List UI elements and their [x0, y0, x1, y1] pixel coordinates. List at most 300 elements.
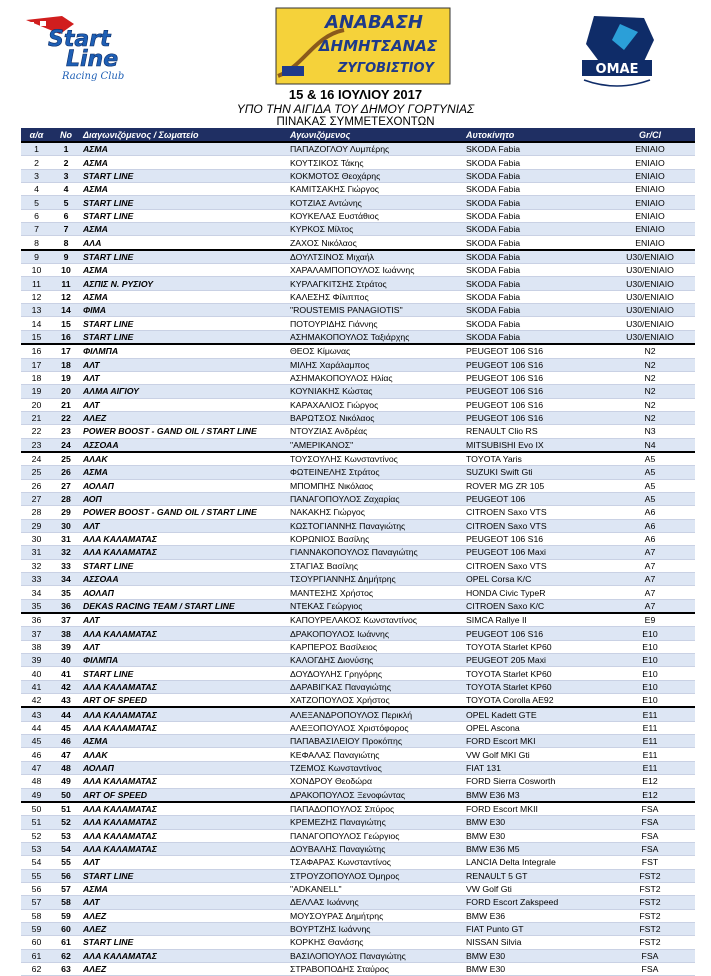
cell-driver: ΚΑΛΕΣΗΣ Φίλιππος [287, 290, 463, 303]
cell-number: 62 [52, 949, 80, 962]
cell-class: FSA [605, 962, 695, 975]
cell-car: SKODA Fabia [463, 250, 605, 264]
cell-driver: ΚΟΚΜΟΤΟΣ Θεοχάρης [287, 169, 463, 182]
svg-text:ΖΥΓΟΒΙΣΤΙΟΥ: ΖΥΓΟΒΙΣΤΙΟΥ [338, 61, 434, 76]
cell-driver: "ROUSTEMIS PANAGIOTIS" [287, 304, 463, 317]
cell-car: VW Golf MKI Gti [463, 748, 605, 761]
table-row [21, 519, 695, 532]
cell-number: 56 [52, 869, 80, 882]
cell-index: 51 [21, 816, 52, 829]
table-row [21, 425, 695, 438]
cell-car: CITROEN Saxo K/C [463, 599, 605, 613]
cell-car: OPEL Kadett GTE [463, 707, 605, 721]
cell-club: START LINE [80, 936, 287, 949]
cell-number: 1 [52, 142, 80, 156]
cell-car: TOYOTA Starlet KP60 [463, 680, 605, 693]
cell-index: 44 [21, 721, 52, 734]
cell-club: ΑΣΜΑ [80, 290, 287, 303]
table-row [21, 466, 695, 479]
table-row [21, 236, 695, 250]
cell-class: FST2 [605, 922, 695, 935]
cell-number: 22 [52, 411, 80, 424]
table-row [21, 949, 695, 962]
cell-number: 21 [52, 398, 80, 411]
cell-class: E10 [605, 640, 695, 653]
cell-index: 13 [21, 304, 52, 317]
cell-index: 16 [21, 344, 52, 358]
table-row [21, 411, 695, 424]
table-row [21, 599, 695, 613]
cell-class: FST [605, 856, 695, 869]
cell-class: A7 [605, 546, 695, 559]
cell-driver: ΚΟΥΚΕΛΑΣ Ευστάθιος [287, 209, 463, 222]
cell-driver: ΑΣΗΜΑΚΟΠΟΥΛΟΣ Ηλίας [287, 371, 463, 384]
cell-index: 22 [21, 425, 52, 438]
cell-car: PEUGEOT 106 S16 [463, 385, 605, 398]
cell-number: 49 [52, 775, 80, 788]
cell-index: 5 [21, 196, 52, 209]
cell-car: BMW E30 [463, 816, 605, 829]
cell-car: FORD Escort MKI [463, 735, 605, 748]
cell-class: U30/ΕΝΙΑΙΟ [605, 317, 695, 330]
cell-club: ΑΣΜΑ [80, 142, 287, 156]
cell-number: 30 [52, 519, 80, 532]
cell-driver: ΣΤΡΑΒΟΠΟΔΗΣ Σταύρος [287, 962, 463, 975]
cell-class: E10 [605, 694, 695, 708]
cell-index: 37 [21, 627, 52, 640]
cell-number: 41 [52, 667, 80, 680]
cell-club: ΑΛΤ [80, 856, 287, 869]
cell-club: ΦΙΛΜΠΑ [80, 344, 287, 358]
svg-text:ΔΗΜΗΤΣΑΝΑΣ: ΔΗΜΗΤΣΑΝΑΣ [318, 37, 438, 55]
cell-class: N2 [605, 371, 695, 384]
cell-car: CITROEN Saxo VTS [463, 519, 605, 532]
cell-driver: ΚΟΥΤΣΙΚΟΣ Τάκης [287, 156, 463, 169]
entry-list-table [21, 128, 695, 976]
cell-driver: ΚΡΕΜΕΖΗΣ Παναγιώτης [287, 816, 463, 829]
cell-number: 34 [52, 573, 80, 586]
cell-number: 54 [52, 842, 80, 855]
col-header-club: Διαγωνιζόμενος / Σωματείο [80, 128, 287, 142]
cell-class: U30/ΕΝΙΑΙΟ [605, 304, 695, 317]
cell-number: 26 [52, 466, 80, 479]
cell-number: 5 [52, 196, 80, 209]
cell-number: 17 [52, 344, 80, 358]
cell-club: ΑΣΜΑ [80, 882, 287, 895]
cell-number: 14 [52, 304, 80, 317]
cell-class: E11 [605, 707, 695, 721]
cell-car: BMW E36 [463, 909, 605, 922]
cell-number: 2 [52, 156, 80, 169]
table-row [21, 962, 695, 975]
cell-car: SKODA Fabia [463, 183, 605, 196]
cell-driver: ΣΤΡΟΥΖΟΠΟΥΛΟΣ Όμηρος [287, 869, 463, 882]
cell-car: PEUGEOT 106 Maxi [463, 546, 605, 559]
cell-class: N2 [605, 358, 695, 371]
cell-driver: ΔΡΑΚΟΠΟΥΛΟΣ Ιωάννης [287, 627, 463, 640]
cell-car: SKODA Fabia [463, 330, 605, 344]
cell-number: 3 [52, 169, 80, 182]
cell-club: ART OF SPEED [80, 694, 287, 708]
cell-class: E10 [605, 680, 695, 693]
cell-class: FST2 [605, 936, 695, 949]
cell-index: 53 [21, 842, 52, 855]
cell-class: E10 [605, 654, 695, 667]
cell-club: ΑΛΑΚ [80, 748, 287, 761]
cell-driver: ΝΑΚΑΚΗΣ Γιώργος [287, 506, 463, 519]
cell-driver: ΠΑΠΑΒΑΣΙΛΕΙΟΥ Προκόπης [287, 735, 463, 748]
cell-index: 25 [21, 466, 52, 479]
cell-car: FORD Sierra Cosworth [463, 775, 605, 788]
cell-club: ΑΛΑ ΚΑΛΑΜΑΤΑΣ [80, 775, 287, 788]
cell-number: 7 [52, 223, 80, 236]
cell-number: 42 [52, 680, 80, 693]
cell-index: 38 [21, 640, 52, 653]
cell-index: 61 [21, 949, 52, 962]
cell-class: ΕΝΙΑΙΟ [605, 236, 695, 250]
table-row [21, 802, 695, 816]
cell-index: 10 [21, 264, 52, 277]
cell-class: U30/ΕΝΙΑΙΟ [605, 250, 695, 264]
cell-index: 42 [21, 694, 52, 708]
cell-car: MITSUBISHI Evo IX [463, 438, 605, 452]
cell-number: 9 [52, 250, 80, 264]
cell-class: A5 [605, 492, 695, 505]
cell-driver: ΠΑΠΑΖΟΓΛΟΥ Λυμπέρης [287, 142, 463, 156]
cell-number: 33 [52, 559, 80, 572]
col-header-car: Αυτοκίνητο [463, 128, 605, 142]
cell-index: 49 [21, 788, 52, 802]
cell-driver: ΚΟΡΚΗΣ Θανάσης [287, 936, 463, 949]
cell-index: 36 [21, 613, 52, 627]
table-row [21, 654, 695, 667]
cell-class: A7 [605, 599, 695, 613]
cell-driver: ΚΟΡΩΝΙΟΣ Βασίλης [287, 532, 463, 545]
table-row [21, 209, 695, 222]
table-row [21, 748, 695, 761]
cell-driver: ΒΟΥΡΤΖΗΣ Ιωάννης [287, 922, 463, 935]
cell-club: ΑΟΛΑΠ [80, 761, 287, 774]
cell-index: 15 [21, 330, 52, 344]
cell-driver: ΔΟΥΒΑΛΗΣ Παναγιώτης [287, 842, 463, 855]
cell-number: 43 [52, 694, 80, 708]
table-row [21, 680, 695, 693]
cell-car: PEUGEOT 106 S16 [463, 627, 605, 640]
cell-number: 39 [52, 640, 80, 653]
cell-driver: ΤΖΕΜΟΣ Κωνσταντίνος [287, 761, 463, 774]
cell-class: ΕΝΙΑΙΟ [605, 196, 695, 209]
cell-number: 10 [52, 264, 80, 277]
cell-driver: ΒΑΡΩΤΣΟΣ Νικόλαος [287, 411, 463, 424]
table-row [21, 344, 695, 358]
table-row [21, 936, 695, 949]
cell-car: TOYOTA Starlet KP60 [463, 640, 605, 653]
cell-class: E10 [605, 627, 695, 640]
cell-driver: ΝΤΕΚΑΣ Γεώργιος [287, 599, 463, 613]
cell-club: ΑΟΠ [80, 492, 287, 505]
cell-number: 52 [52, 816, 80, 829]
cell-car: HONDA Civic TypeR [463, 586, 605, 599]
table-row [21, 304, 695, 317]
cell-club: ΑΣΠΙΣ Ν. ΡΥΣΙΟΥ [80, 277, 287, 290]
table-row [21, 667, 695, 680]
cell-number: 19 [52, 371, 80, 384]
cell-index: 54 [21, 856, 52, 869]
cell-number: 58 [52, 896, 80, 909]
table-row [21, 586, 695, 599]
cell-club: ΦΙΜΑ [80, 304, 287, 317]
cell-class: N3 [605, 425, 695, 438]
cell-class: ΕΝΙΑΙΟ [605, 156, 695, 169]
start-line-logo [22, 12, 160, 82]
cell-class: E9 [605, 613, 695, 627]
cell-number: 23 [52, 425, 80, 438]
cell-index: 24 [21, 452, 52, 466]
table-row [21, 721, 695, 734]
cell-class: U30/ΕΝΙΑΙΟ [605, 264, 695, 277]
table-row [21, 169, 695, 182]
table-row [21, 909, 695, 922]
cell-number: 55 [52, 856, 80, 869]
cell-club: ΑΛΤ [80, 613, 287, 627]
svg-text:Racing Club: Racing Club [62, 71, 125, 82]
cell-driver: ΚΕΦΑΛΑΣ Παναγιώτης [287, 748, 463, 761]
table-row [21, 546, 695, 559]
cell-car: RENAULT Clio RS [463, 425, 605, 438]
cell-index: 23 [21, 438, 52, 452]
svg-text:Start: Start [48, 27, 111, 52]
cell-index: 45 [21, 735, 52, 748]
table-row [21, 277, 695, 290]
cell-class: U30/ΕΝΙΑΙΟ [605, 330, 695, 344]
table-row [21, 856, 695, 869]
omae-logo [574, 10, 660, 92]
cell-index: 60 [21, 936, 52, 949]
cell-club: ΑΟΛΑΠ [80, 479, 287, 492]
cell-club: START LINE [80, 559, 287, 572]
cell-club: ΑΛΑ ΚΑΛΑΜΑΤΑΣ [80, 546, 287, 559]
cell-car: SKODA Fabia [463, 277, 605, 290]
cell-number: 27 [52, 479, 80, 492]
cell-number: 25 [52, 452, 80, 466]
cell-driver: ΒΑΣΙΛΟΠΟΥΛΟΣ Παναγιώτης [287, 949, 463, 962]
col-header-driver: Αγωνιζόμενος [287, 128, 463, 142]
table-row [21, 358, 695, 371]
table-row [21, 559, 695, 572]
table-row [21, 371, 695, 384]
cell-index: 52 [21, 829, 52, 842]
cell-club: ΑΛΑ ΚΑΛΑΜΑΤΑΣ [80, 816, 287, 829]
cell-index: 39 [21, 654, 52, 667]
cell-club: ΑΛΤ [80, 398, 287, 411]
cell-index: 21 [21, 411, 52, 424]
table-row [21, 922, 695, 935]
cell-club: START LINE [80, 330, 287, 344]
cell-index: 8 [21, 236, 52, 250]
table-row [21, 816, 695, 829]
col-header-index: α/α [21, 128, 52, 142]
cell-club: DEKAS RACING TEAM / START LINE [80, 599, 287, 613]
svg-text:ΟΜΑΕ: ΟΜΑΕ [595, 62, 639, 77]
cell-car: OPEL Corsa K/C [463, 573, 605, 586]
cell-index: 3 [21, 169, 52, 182]
table-row [21, 573, 695, 586]
cell-class: U30/ΕΝΙΑΙΟ [605, 277, 695, 290]
cell-driver: "ΑDKANELL" [287, 882, 463, 895]
cell-car: SIMCA Rallye II [463, 613, 605, 627]
cell-index: 19 [21, 385, 52, 398]
table-row [21, 196, 695, 209]
cell-car: SKODA Fabia [463, 223, 605, 236]
table-row [21, 829, 695, 842]
cell-club: ΑΣΣΟΑΑ [80, 573, 287, 586]
cell-class: E10 [605, 667, 695, 680]
cell-index: 2 [21, 156, 52, 169]
cell-number: 53 [52, 829, 80, 842]
cell-club: START LINE [80, 250, 287, 264]
table-header-row [21, 128, 695, 142]
cell-car: BMW E30 [463, 949, 605, 962]
cell-driver: ΠΑΝΑΓΟΠΟΥΛΟΣ Ζαχαρίας [287, 492, 463, 505]
cell-number: 57 [52, 882, 80, 895]
cell-index: 40 [21, 667, 52, 680]
cell-index: 20 [21, 398, 52, 411]
cell-driver: ΤΣΟΥΡΓΙΑΝΝΗΣ Δημήτρης [287, 573, 463, 586]
table-row [21, 532, 695, 545]
cell-index: 43 [21, 707, 52, 721]
cell-index: 6 [21, 209, 52, 222]
cell-car: CITROEN Saxo VTS [463, 559, 605, 572]
cell-index: 58 [21, 909, 52, 922]
cell-car: TOYOTA Yaris [463, 452, 605, 466]
cell-class: E12 [605, 788, 695, 802]
cell-club: ΑΣΣΟΑΑ [80, 438, 287, 452]
cell-index: 41 [21, 680, 52, 693]
cell-driver: ΜΠΟΜΠΗΣ Νικόλαος [287, 479, 463, 492]
cell-car: PEUGEOT 106 S16 [463, 532, 605, 545]
cell-car: FORD Escort MKII [463, 802, 605, 816]
cell-number: 44 [52, 707, 80, 721]
cell-class: U30/ΕΝΙΑΙΟ [605, 290, 695, 303]
table-row [21, 183, 695, 196]
cell-driver: ΘΕΟΣ Κίμωνας [287, 344, 463, 358]
cell-club: ΑΛΑ ΚΑΛΑΜΑΤΑΣ [80, 949, 287, 962]
cell-index: 34 [21, 586, 52, 599]
table-row [21, 735, 695, 748]
cell-car: SKODA Fabia [463, 209, 605, 222]
cell-driver: ΝΤΟΥΖΙΑΣ Ανδρέας [287, 425, 463, 438]
cell-club: ΑΛΤ [80, 640, 287, 653]
cell-car: FIAT 131 [463, 761, 605, 774]
col-header-class: Gr/Cl [605, 128, 695, 142]
cell-number: 47 [52, 748, 80, 761]
cell-car: SKODA Fabia [463, 169, 605, 182]
cell-driver: ΚΥΡΛΑΓΚΙΤΣΗΣ Στράτος [287, 277, 463, 290]
cell-index: 48 [21, 775, 52, 788]
cell-club: ΑΛΜΑ ΑΙΓΙΟΥ [80, 385, 287, 398]
cell-number: 48 [52, 761, 80, 774]
table-row [21, 317, 695, 330]
cell-number: 24 [52, 438, 80, 452]
cell-club: ΑΛΕΖ [80, 922, 287, 935]
table-row [21, 142, 695, 156]
cell-index: 50 [21, 802, 52, 816]
cell-club: ΑΛΑ ΚΑΛΑΜΑΤΑΣ [80, 680, 287, 693]
cell-class: FST2 [605, 909, 695, 922]
cell-driver: ΚΟΤΖΙΑΣ Αντώνης [287, 196, 463, 209]
cell-club: START LINE [80, 169, 287, 182]
cell-driver: ΔΡΑΚΟΠΟΥΛΟΣ Ξενοφώντας [287, 788, 463, 802]
cell-club: ΑΛΤ [80, 371, 287, 384]
cell-club: START LINE [80, 317, 287, 330]
table-row [21, 452, 695, 466]
cell-car: RENAULT 5 GT [463, 869, 605, 882]
cell-driver: ΜΙΛΗΣ Χαράλαμπος [287, 358, 463, 371]
cell-driver: ΓΙΑΝΝΑΚΟΠΟΥΛΟΣ Παναγιώτης [287, 546, 463, 559]
cell-number: 59 [52, 909, 80, 922]
table-row [21, 330, 695, 344]
cell-index: 1 [21, 142, 52, 156]
cell-number: 18 [52, 358, 80, 371]
table-row [21, 882, 695, 895]
cell-number: 61 [52, 936, 80, 949]
cell-driver: ΜΟΥΣΟΥΡΑΣ Δημήτρης [287, 909, 463, 922]
cell-number: 60 [52, 922, 80, 935]
cell-driver: ΠΑΠΑΔΟΠΟΥΛΟΣ Σπύρος [287, 802, 463, 816]
cell-club: ΑΛΑ ΚΑΛΑΜΑΤΑΣ [80, 532, 287, 545]
cell-driver: ΠΟΤΟΥΡΙΔΗΣ Γιάννης [287, 317, 463, 330]
table-row [21, 479, 695, 492]
cell-club: ΑΛΑ ΚΑΛΑΜΑΤΑΣ [80, 721, 287, 734]
cell-class: A6 [605, 532, 695, 545]
cell-index: 46 [21, 748, 52, 761]
table-row [21, 842, 695, 855]
cell-car: VW Golf Gti [463, 882, 605, 895]
table-row [21, 398, 695, 411]
cell-driver: ΔΕΛΛΑΣ Ιωάννης [287, 896, 463, 909]
cell-number: 8 [52, 236, 80, 250]
cell-driver: ΠΑΝΑΓΟΠΟΥΛΟΣ Γεώργιος [287, 829, 463, 842]
cell-club: POWER BOOST - GAND OIL / START LINE [80, 425, 287, 438]
cell-number: 16 [52, 330, 80, 344]
cell-car: SKODA Fabia [463, 142, 605, 156]
cell-class: N2 [605, 411, 695, 424]
cell-club: START LINE [80, 869, 287, 882]
cell-car: SKODA Fabia [463, 304, 605, 317]
cell-club: ΑΛΑ ΚΑΛΑΜΑΤΑΣ [80, 627, 287, 640]
table-row [21, 492, 695, 505]
table-row [21, 761, 695, 774]
cell-driver: ΚΑΡΑΧΑΛΙΟΣ Γιώργος [287, 398, 463, 411]
cell-driver: ΖΑΧΟΣ Νικόλαος [287, 236, 463, 250]
event-subtitle: ΥΠΟ ΤΗΝ ΑΙΓΙΔΑ ΤΟΥ ΔΗΜΟΥ ΓΟΡΤΥΝΙΑΣ [236, 102, 475, 116]
cell-driver: ΚΑΡΠΕΡΟΣ Βασίλειος [287, 640, 463, 653]
table-row [21, 896, 695, 909]
table-row [21, 264, 695, 277]
cell-number: 12 [52, 290, 80, 303]
cell-class: FSA [605, 949, 695, 962]
cell-club: ΑΣΜΑ [80, 466, 287, 479]
cell-number: 28 [52, 492, 80, 505]
cell-class: E12 [605, 775, 695, 788]
cell-club: ΦΙΛΜΠΑ [80, 654, 287, 667]
cell-index: 59 [21, 922, 52, 935]
cell-club: ΑΣΜΑ [80, 156, 287, 169]
cell-index: 7 [21, 223, 52, 236]
cell-class: FSA [605, 802, 695, 816]
cell-driver: ΑΣΗΜΑΚΟΠΟΥΛΟΣ Ταξιάρχης [287, 330, 463, 344]
table-row [21, 613, 695, 627]
